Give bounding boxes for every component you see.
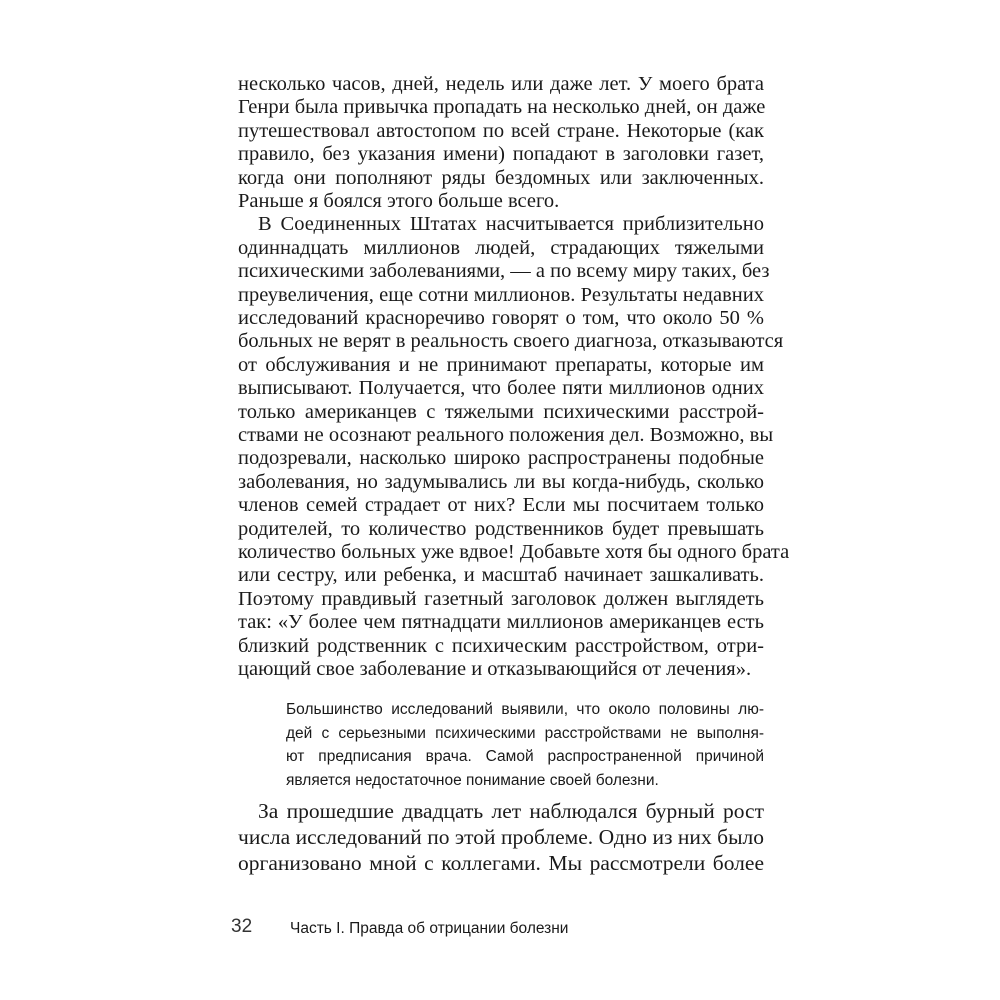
text-line: правило, без указания имени) попадают в заголовки газет, (238, 143, 764, 166)
text-line: родителей, то количество родственников будет превышать (238, 517, 764, 540)
text-line: членов семей страдает от них? Если мы посчитаем только (238, 494, 764, 517)
text-line: или сестру, или ребенка, и масштаб начинает зашкаливать. (238, 564, 764, 587)
callout-line: дей с серьезными психическими расстройствами не выполня- (286, 724, 764, 742)
text-line: организовано мной с коллегами. Мы рассмотрели более (238, 851, 764, 875)
text-line: Раньше я боялся этого больше всего. (238, 190, 560, 212)
running-head: Часть I. Правда об отрицании болезни (290, 920, 569, 937)
callout-line: ют предписания врача. Самой распространенной причиной (286, 748, 764, 765)
text-line: За прошедшие двадцать лет наблюдался бурный рост (258, 799, 764, 823)
text-line: заболевания, но задумывались ли вы когда-нибудь, сколько (238, 470, 764, 493)
text-line: от обслуживания и не принимают препараты, которые им (238, 353, 764, 376)
text-line: преувеличения, еще сотни миллионов. Результаты недавних (238, 283, 764, 306)
callout-line: является недостаточное понимание своей болезни. (286, 771, 659, 789)
text-line: подозревали, насколько широко распространены подобные (238, 447, 764, 470)
text-line: исследований красноречиво говорят о том, что около 50 % (238, 307, 764, 329)
text-line: числа исследований по этой проблеме. Одно из них было (238, 825, 764, 849)
text-line: Поэтому правдивый газетный заголовок должен выглядеть (238, 587, 764, 610)
text-line: только американцев с тяжелыми психическими расстрой- (238, 400, 764, 423)
text-line: ствами не осознают реального положения дел. Возможно, вы (238, 424, 774, 446)
text-line: больных не верят в реальность своего диагноза, отказываются (238, 330, 784, 353)
text-line: Генри была привычка пропадать на несколько дней, он даже (238, 96, 766, 119)
text-line: когда они пополняют ряды бездомных или заключенных. (238, 166, 764, 189)
text-line: несколько часов, дней, недель или даже лет. У моего брата (238, 73, 764, 95)
text-line: так: «У более чем пятнадцати миллионов американцев есть (238, 611, 764, 634)
text-line: близкий родственник с психическим расстройством, отри- (238, 634, 764, 657)
text-line: цающий свое заболевание и отказывающийся от лечения». (238, 658, 752, 680)
text-line: выписывают. Получается, что более пяти миллионов одних (238, 377, 764, 400)
text-line: психическими заболеваниями, — а по всему миру таких, без (238, 260, 770, 283)
page-number: 32 (231, 916, 253, 937)
callout-line: Большинство исследований выявили, что около половины лю- (286, 701, 764, 718)
text-line: одиннадцать миллионов людей, страдающих тяжелыми (238, 236, 764, 259)
text-line: количество больных уже вдвое! Добавьте хотя бы одного брата (238, 541, 790, 563)
text-line: путешествовал автостопом по всей стране. Некоторые (как (238, 119, 764, 142)
text-line: В Соединенных Штатах насчитывается приблизительно (258, 213, 764, 236)
